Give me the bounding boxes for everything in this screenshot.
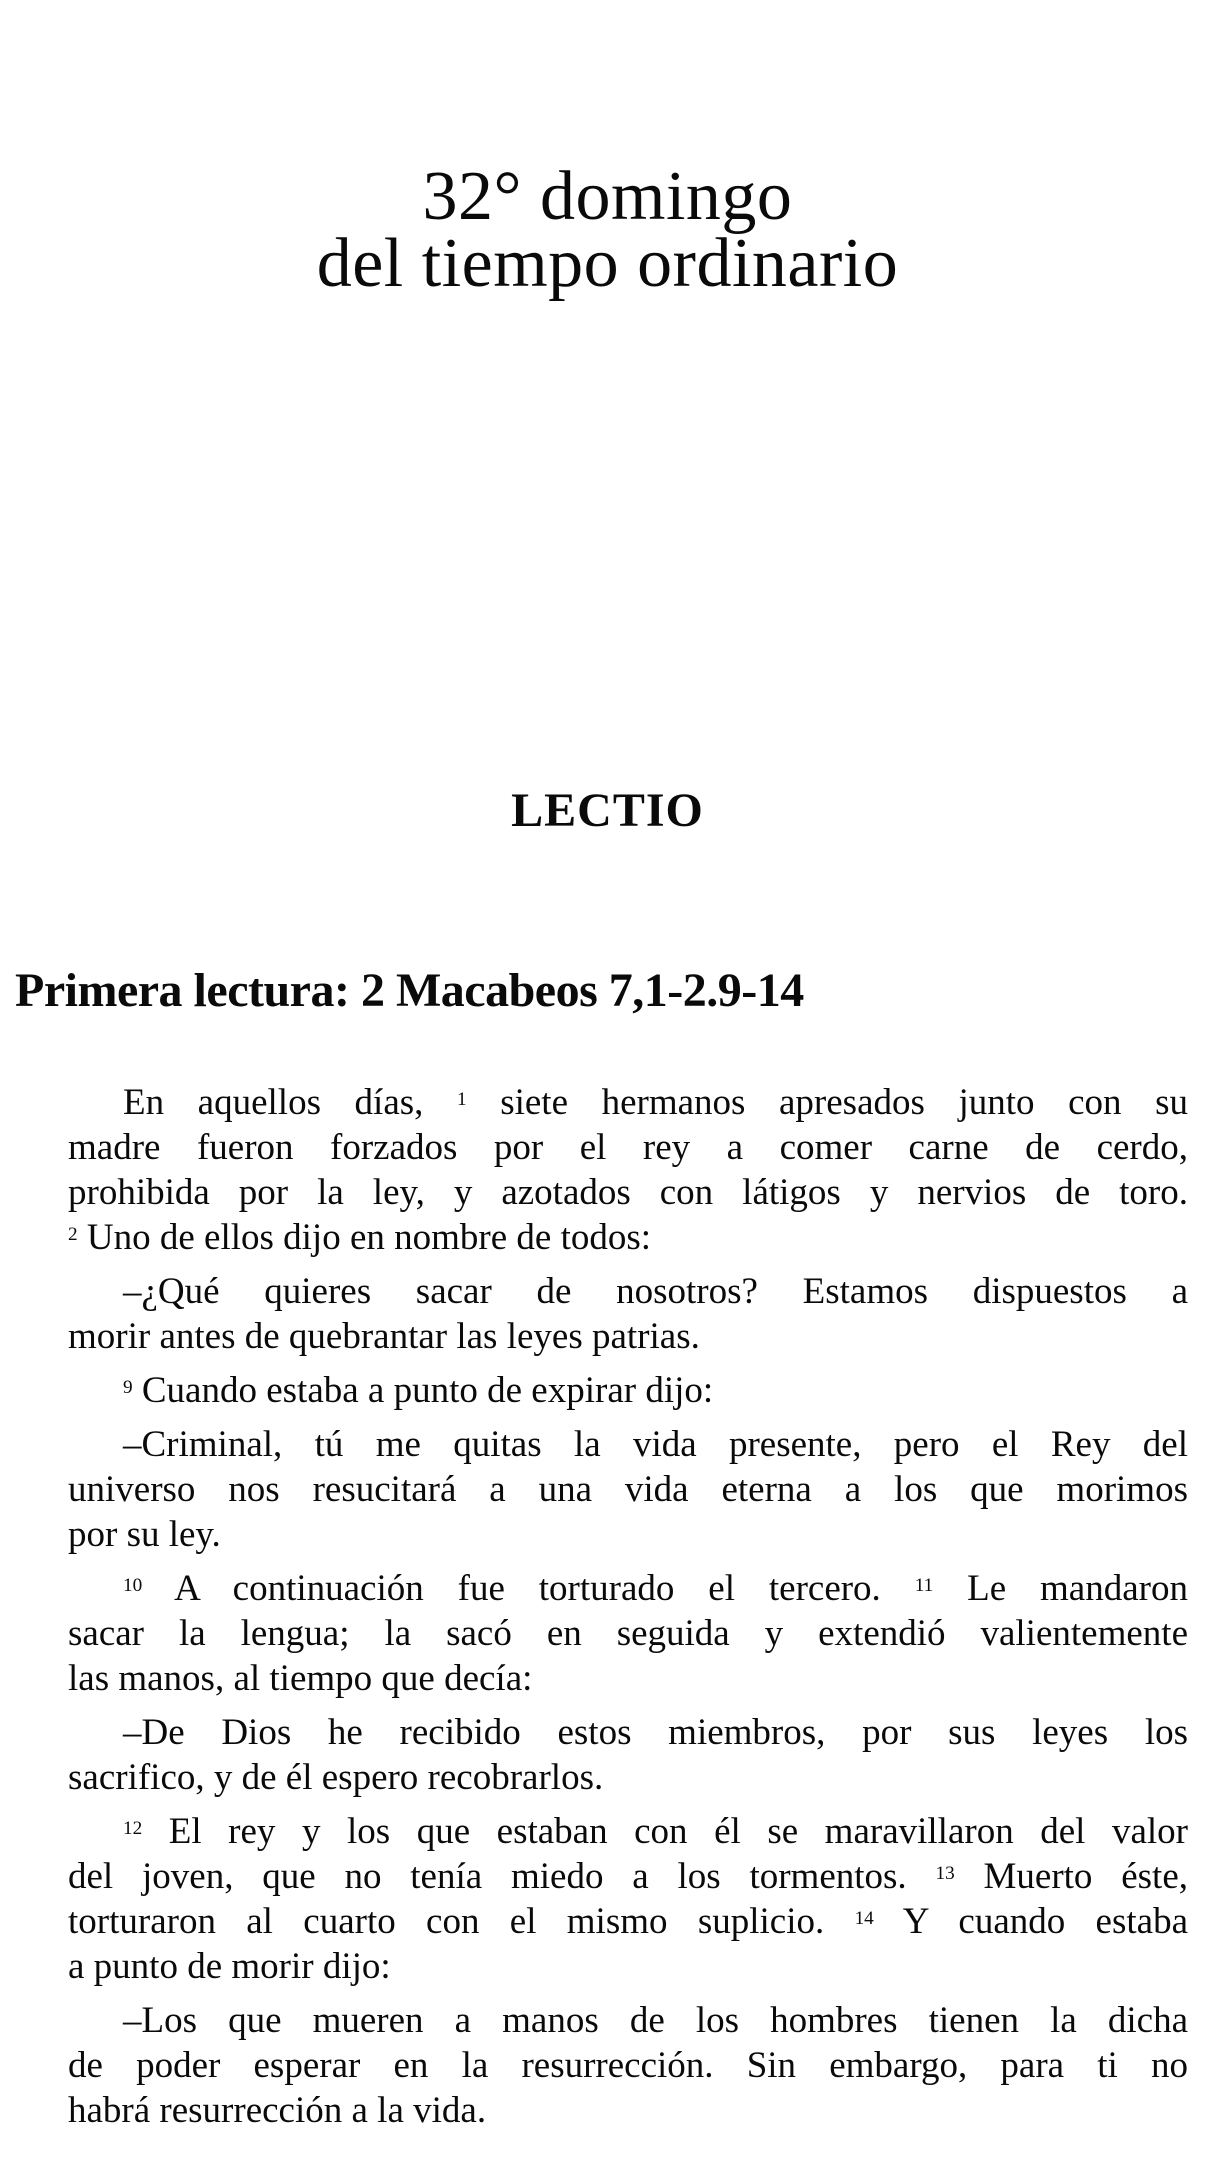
- paragraph: [68, 1710, 1188, 1800]
- paragraph: [68, 1080, 1188, 1260]
- paragraph: [68, 1368, 1188, 1413]
- text-line: universo nos resucitará a una vida eterna a los que morimos: [68, 1469, 1188, 1510]
- section-heading-lectio: LECTIO: [511, 784, 704, 837]
- paragraph: [68, 1566, 1188, 1701]
- verse-number: 1: [457, 1088, 467, 1110]
- verse-number: 13: [935, 1862, 955, 1884]
- reading-text: [68, 1080, 1188, 2133]
- text-line: a punto de morir dijo:: [68, 1946, 391, 1987]
- paragraph: [68, 1422, 1188, 1557]
- text-line: madre fueron forzados por el rey a comer carne de cerdo,: [68, 1127, 1188, 1168]
- paragraph: [68, 1809, 1188, 1989]
- paragraph: [68, 1998, 1188, 2133]
- text-line: –Criminal, tú me quitas la vida presente, pero el Rey del: [123, 1424, 1188, 1465]
- text-line: del joven, que no tenía miedo a los tormentos. $^{13}$ Muerto éste,: [68, 1856, 1188, 1897]
- text-line: torturaron al cuarto con el mismo suplicio. $^{14}$ Y cuando estaba: [68, 1901, 1188, 1942]
- text-line: –¿Qué quieres sacar de nosotros? Estamos dispuestos a: [123, 1271, 1188, 1312]
- verse-number: 10: [123, 1574, 143, 1596]
- text-line: $^{12}$ El rey y los que estaban con él se maravillaron del valor: [123, 1811, 1188, 1852]
- verse-number: 11: [914, 1574, 934, 1596]
- paragraph: [68, 1269, 1188, 1359]
- text-line: morir antes de quebrantar las leyes patrias.: [68, 1316, 700, 1357]
- verse-number: 12: [123, 1817, 143, 1839]
- text-line: –De Dios he recibido estos miembros, por sus leyes los: [123, 1712, 1188, 1753]
- text-line: las manos, al tiempo que decía:: [68, 1658, 533, 1699]
- page-title-line-1: 32° domingo: [422, 158, 793, 235]
- text-line: –Los que mueren a manos de los hombres tienen la dicha: [123, 2000, 1188, 2041]
- page-title: [0, 158, 1215, 302]
- verse-number: 9: [123, 1376, 133, 1398]
- verse-number: 14: [854, 1907, 874, 1929]
- reading-heading: Primera lectura: 2 Macabeos 7,1-2.9-14: [15, 964, 804, 1017]
- text-line: $^2$ Uno de ellos dijo en nombre de todos:: [68, 1217, 652, 1258]
- text-line: En aquellos días, $^1$ siete hermanos apresados junto con su: [123, 1082, 1188, 1123]
- text-line: $^{10}$ A continuación fue torturado el tercero. $^{11}$ Le mandaron: [123, 1568, 1188, 1609]
- text-line: por su ley.: [68, 1514, 221, 1555]
- verse-number: 2: [68, 1223, 78, 1245]
- text-line: sacar la lengua; la sacó en seguida y extendió valientemente: [68, 1613, 1188, 1654]
- text-line: habrá resurrección a la vida.: [68, 2090, 487, 2131]
- text-line: prohibida por la ley, y azotados con látigos y nervios de toro.: [68, 1172, 1188, 1213]
- text-line: de poder esperar en la resurrección. Sin embargo, para ti no: [68, 2045, 1188, 2086]
- text-line: sacrifico, y de él espero recobrarlos.: [68, 1757, 604, 1798]
- page-title-line-2: del tiempo ordinario: [316, 225, 899, 302]
- text-line: $^9$ Cuando estaba a punto de expirar dijo:: [123, 1370, 714, 1411]
